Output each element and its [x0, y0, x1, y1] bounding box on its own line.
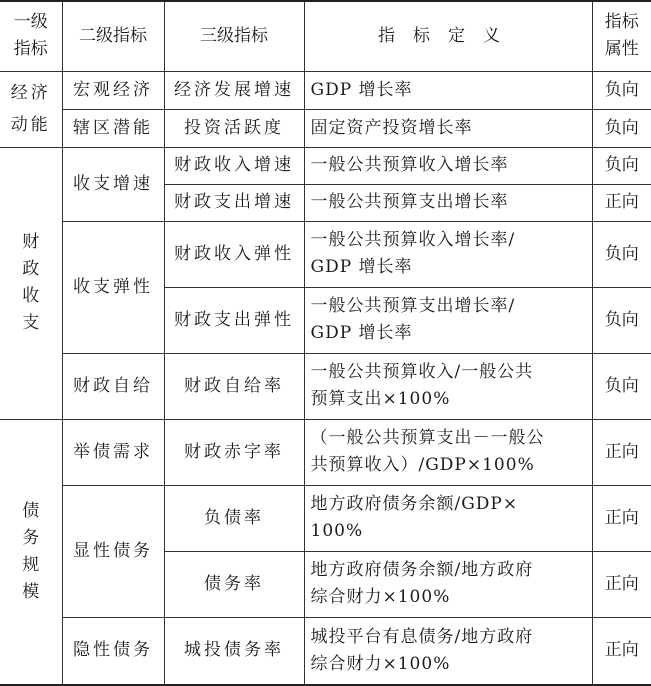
header-level1-line1: 一级: [13, 12, 48, 33]
level2-cell: 宏观经济: [62, 71, 164, 109]
definition-cell: [304, 287, 592, 353]
attribute-cell: 正向: [592, 617, 651, 685]
group-debt-char3: 规: [22, 554, 40, 575]
group-debt-label: [0, 419, 62, 685]
attribute-cell: 负向: [592, 109, 651, 147]
header-attribute-line1: 指标: [604, 12, 639, 33]
level3-cell: 财政收入弹性: [164, 221, 304, 287]
attribute-cell: 负向: [592, 221, 651, 287]
header-attribute: [592, 1, 651, 71]
header-attribute-line2: 属性: [604, 39, 639, 60]
level3-cell: 财政自给率: [164, 353, 304, 419]
group-fiscal-char3: 收: [22, 286, 40, 306]
attribute-cell: 正向: [592, 551, 651, 617]
group-fiscal-char2: 政: [22, 259, 40, 279]
definition-line: GDP 增长率: [310, 257, 413, 277]
attribute-cell: 正向: [592, 485, 651, 551]
level3-cell: 负债率: [164, 485, 304, 551]
level3-cell: 财政支出弹性: [164, 287, 304, 353]
group-debt-char2: 务: [22, 527, 40, 548]
header-level1-line2: 指标: [13, 39, 48, 60]
level3-cell: 财政收入增速: [164, 147, 304, 184]
group-fiscal-label: [0, 147, 62, 419]
level3-cell: 经济发展增速: [164, 71, 304, 109]
definition-line: 预算支出×100%: [310, 389, 451, 409]
level2-cell: 辖区潜能: [62, 109, 164, 147]
level2-cell: 财政自给: [62, 353, 164, 419]
definition-line: 共预算收入）/GDP×100%: [310, 455, 535, 475]
definition-line: 一般公共预算收入增长率/: [310, 230, 516, 250]
level2-cell: 举债需求: [62, 419, 164, 485]
header-level1: [0, 1, 62, 71]
definition-cell: [304, 419, 592, 485]
header-row: [0, 1, 651, 71]
attribute-cell: 正向: [592, 419, 651, 485]
header-level2: 二级指标: [62, 1, 164, 71]
table-row: [0, 147, 651, 184]
attribute-cell: 负向: [592, 353, 651, 419]
group-econ-line2: 动能: [10, 115, 51, 135]
definition-cell: [304, 551, 592, 617]
level2-cell: 收支弹性: [62, 221, 164, 353]
attribute-cell: 正向: [592, 184, 651, 221]
definition-line: 综合财力×100%: [310, 653, 451, 674]
definition-line: GDP 增长率: [310, 323, 413, 343]
definition-cell: [304, 485, 592, 551]
attribute-cell: 负向: [592, 147, 651, 184]
group-fiscal-char1: 财: [22, 232, 40, 252]
definition-line: （一般公共预算支出－一般公: [310, 428, 545, 448]
table-row: [0, 71, 651, 109]
definition-cell: [304, 221, 592, 287]
group-econ-label: [0, 71, 62, 147]
table-row: [0, 353, 651, 419]
table-row: [0, 109, 651, 147]
table-row: [0, 485, 651, 551]
group-fiscal-char4: 支: [22, 313, 40, 333]
definition-cell: 固定资产投资增长率: [304, 109, 592, 147]
definition-cell: GDP 增长率: [304, 71, 592, 109]
group-debt-char1: 债: [22, 500, 40, 521]
level3-cell: 财政赤字率: [164, 419, 304, 485]
attribute-cell: 负向: [592, 71, 651, 109]
definition-line: 地方政府债务余额/GDP×: [310, 494, 519, 514]
definition-line: 地方政府债务余额/地方政府: [310, 560, 534, 580]
level2-cell: 隐性债务: [62, 617, 164, 685]
level2-cell: 显性债务: [62, 485, 164, 617]
table-row: [0, 221, 651, 287]
definition-cell: 一般公共预算支出增长率: [304, 184, 592, 221]
definition-cell: 一般公共预算收入增长率: [304, 147, 592, 184]
definition-line: 一般公共预算支出增长率/: [310, 296, 516, 316]
table-row: [0, 419, 651, 485]
definition-line: 100%: [310, 521, 364, 541]
header-definition: 指标定义: [304, 1, 592, 71]
definition-line: 综合财力×100%: [310, 587, 451, 607]
header-level3: 三级指标: [164, 1, 304, 71]
definition-cell: [304, 353, 592, 419]
attribute-cell: 负向: [592, 287, 651, 353]
level2-cell: 收支增速: [62, 147, 164, 221]
group-econ-line1: 经济: [10, 83, 51, 103]
level3-cell: 财政支出增速: [164, 184, 304, 221]
level3-cell: 城投债务率: [164, 617, 304, 685]
definition-line: 城投平台有息债务/地方政府: [310, 626, 534, 647]
group-debt-char4: 模: [22, 581, 40, 602]
level3-cell: 投资活跃度: [164, 109, 304, 147]
definition-line: 一般公共预算收入/一般公共: [310, 362, 534, 382]
level3-cell: 债务率: [164, 551, 304, 617]
